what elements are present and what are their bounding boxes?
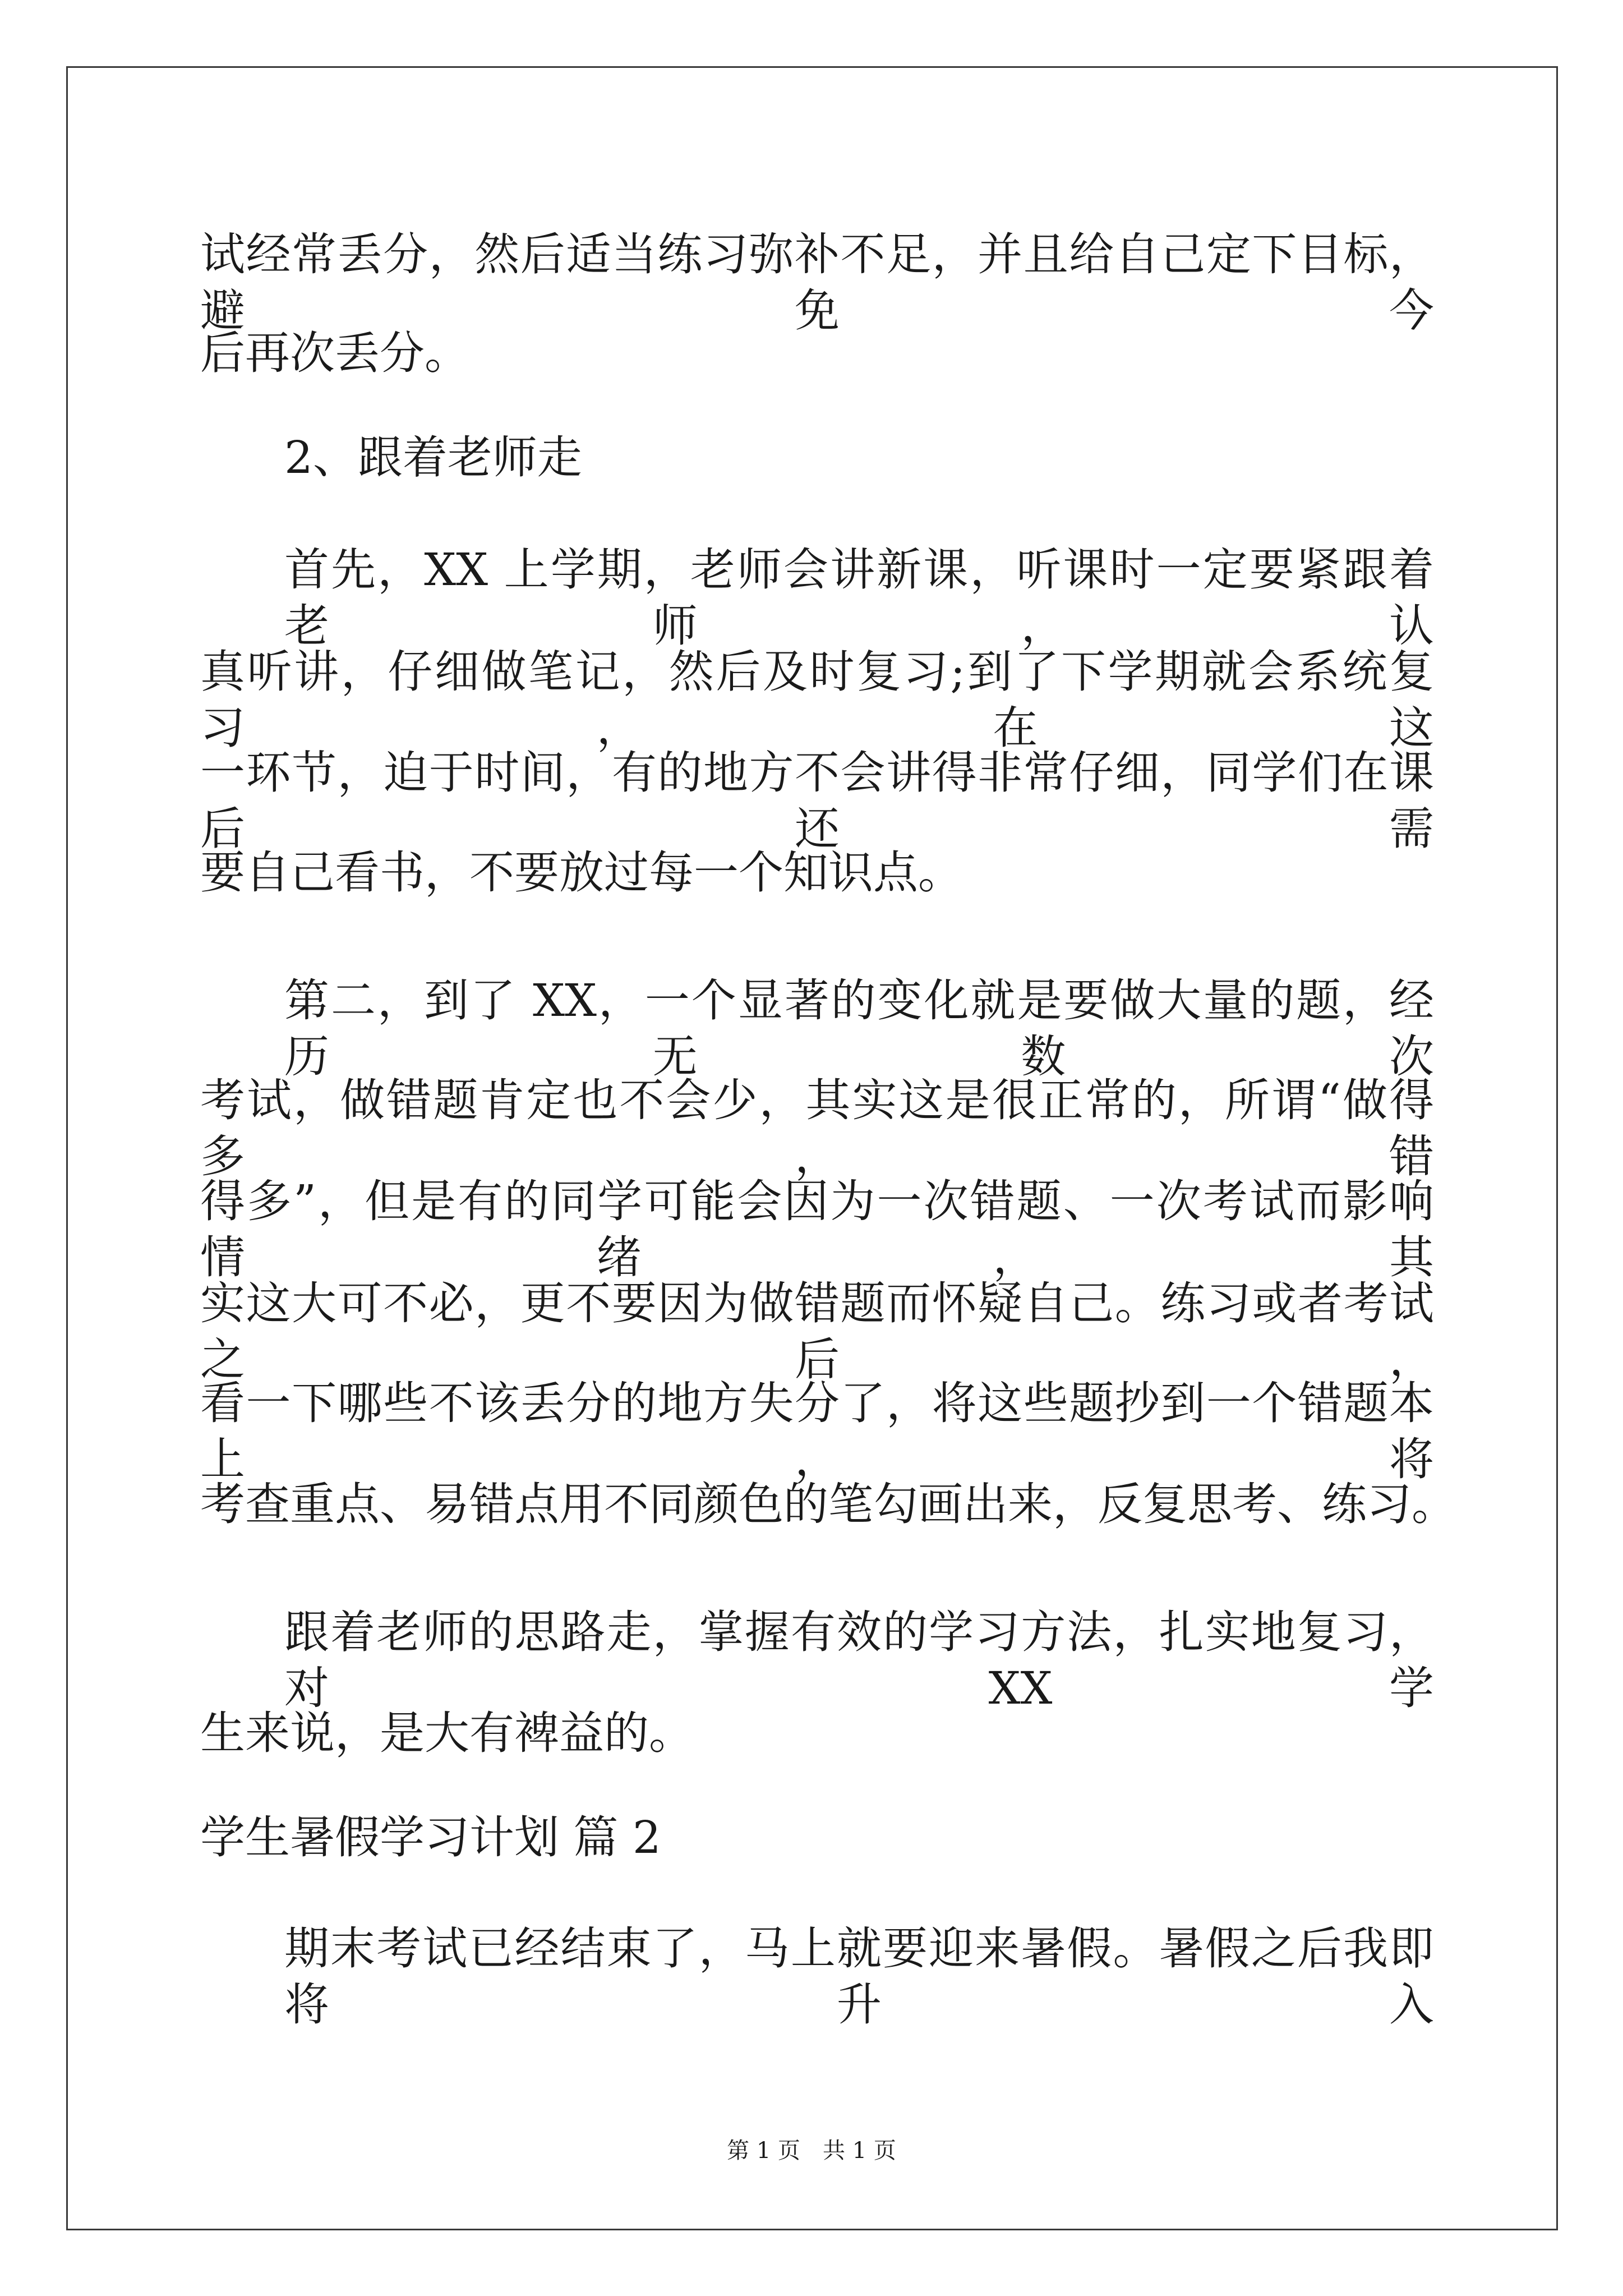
paragraph-line: 要自己看书，不要放过每一个知识点。 <box>200 846 963 899</box>
paragraph-line: 生来说，是大有裨益的。 <box>200 1707 694 1759</box>
page-footer: 第 1 页 共 1 页 <box>727 2138 896 2164</box>
paragraph-line: 考查重点、易错点用不同颜色的笔勾画出来，反复思考、练习。 <box>200 1478 1456 1530</box>
paragraph-line: 跟着老师的思路走，掌握有效的学习方法，扎实地复习，对 XX 学 <box>284 1606 1434 1714</box>
paragraph-line: 考试，做错题肯定也不会少，其实这是很正常的，所谓“做得多，错 <box>200 1074 1434 1182</box>
section-heading: 2、跟着老师走 <box>284 431 582 484</box>
paragraph-line: 看一下哪些不该丢分的地方失分了，将这些题抄到一个错题本上，将 <box>200 1377 1434 1485</box>
paragraph-line: 首先，XX 上学期，老师会讲新课，听课时一定要紧跟着老师，认 <box>284 544 1434 652</box>
paragraph-line: 后再次丢分。 <box>200 327 469 379</box>
paragraph-line: 期末考试已经结束了，马上就要迎来暑假。暑假之后我即将升入 <box>284 1922 1434 2031</box>
section-title: 学生暑假学习计划 篇 2 <box>200 1811 661 1864</box>
paragraph-line: 一环节，迫于时间，有的地方不会讲得非常仔细，同学们在课后还需 <box>200 747 1434 855</box>
paragraph-line: 试经常丢分，然后适当练习弥补不足，并且给自己定下目标，避免今 <box>200 228 1434 337</box>
paragraph-line: 得多”，但是有的同学可能会因为一次错题、一次考试而影响情绪，其 <box>200 1175 1434 1283</box>
paragraph-line: 实这大可不必，更不要因为做错题而怀疑自己。练习或者考试之后， <box>200 1277 1434 1386</box>
paragraph-line: 真听讲，仔细做笔记，然后及时复习;到了下学期就会系统复习，在这 <box>200 646 1434 754</box>
paragraph-line: 第二，到了 XX，一个显著的变化就是要做大量的题，经历无数次 <box>284 974 1434 1083</box>
